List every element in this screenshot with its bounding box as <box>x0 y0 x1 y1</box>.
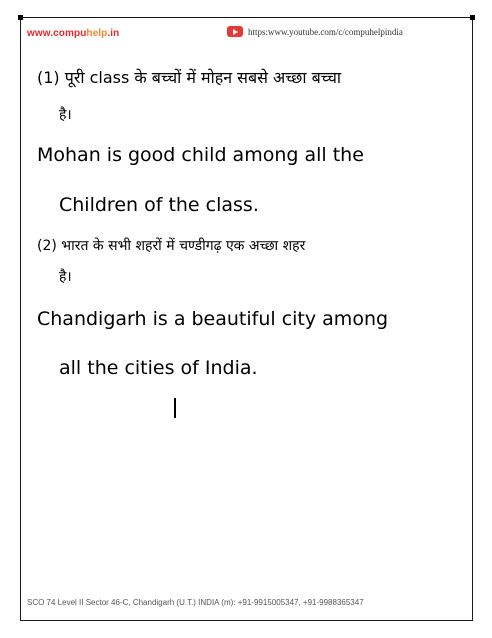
page-header <box>21 18 472 48</box>
question-2-line-1: (2) भारत के सभी शहरों में चण्डीगढ़ एक अच्छा शहर <box>37 238 306 254</box>
question-1-line-1: (1) पूरी class के बच्चों में मोहन सबसे अच्छा बच्चा <box>37 68 342 87</box>
brand-highlight: help <box>86 28 108 39</box>
brand-suffix: .in <box>107 28 120 39</box>
brand-logo[interactable] <box>27 28 119 39</box>
question-1-line-2: है। <box>59 107 72 123</box>
youtube-link[interactable] <box>227 26 403 37</box>
youtube-url: https:www.youtube.com/c/compuhelpindia <box>248 26 403 37</box>
question-2-line-2: है। <box>59 269 72 285</box>
document-page <box>20 17 473 621</box>
answer-1-line-2: Children of the class. <box>59 194 259 216</box>
answer-2-line-2: all the cities of India. <box>59 357 258 379</box>
answer-1-line-1: Mohan is good child among all the <box>37 144 364 166</box>
page-corner-handle <box>18 15 23 20</box>
brand-prefix: www.compu <box>27 28 87 39</box>
page-footer: SCO 74 Level II Sector 46-C, Chandigarh (U.T.) INDIA (m): +91-9915005347, +91-9988365347 <box>27 598 364 607</box>
answer-2-line-1: Chandigarh is a beautiful city among <box>37 308 389 330</box>
page-corner-handle <box>470 15 475 20</box>
youtube-icon <box>227 26 243 37</box>
text-cursor <box>174 398 176 418</box>
